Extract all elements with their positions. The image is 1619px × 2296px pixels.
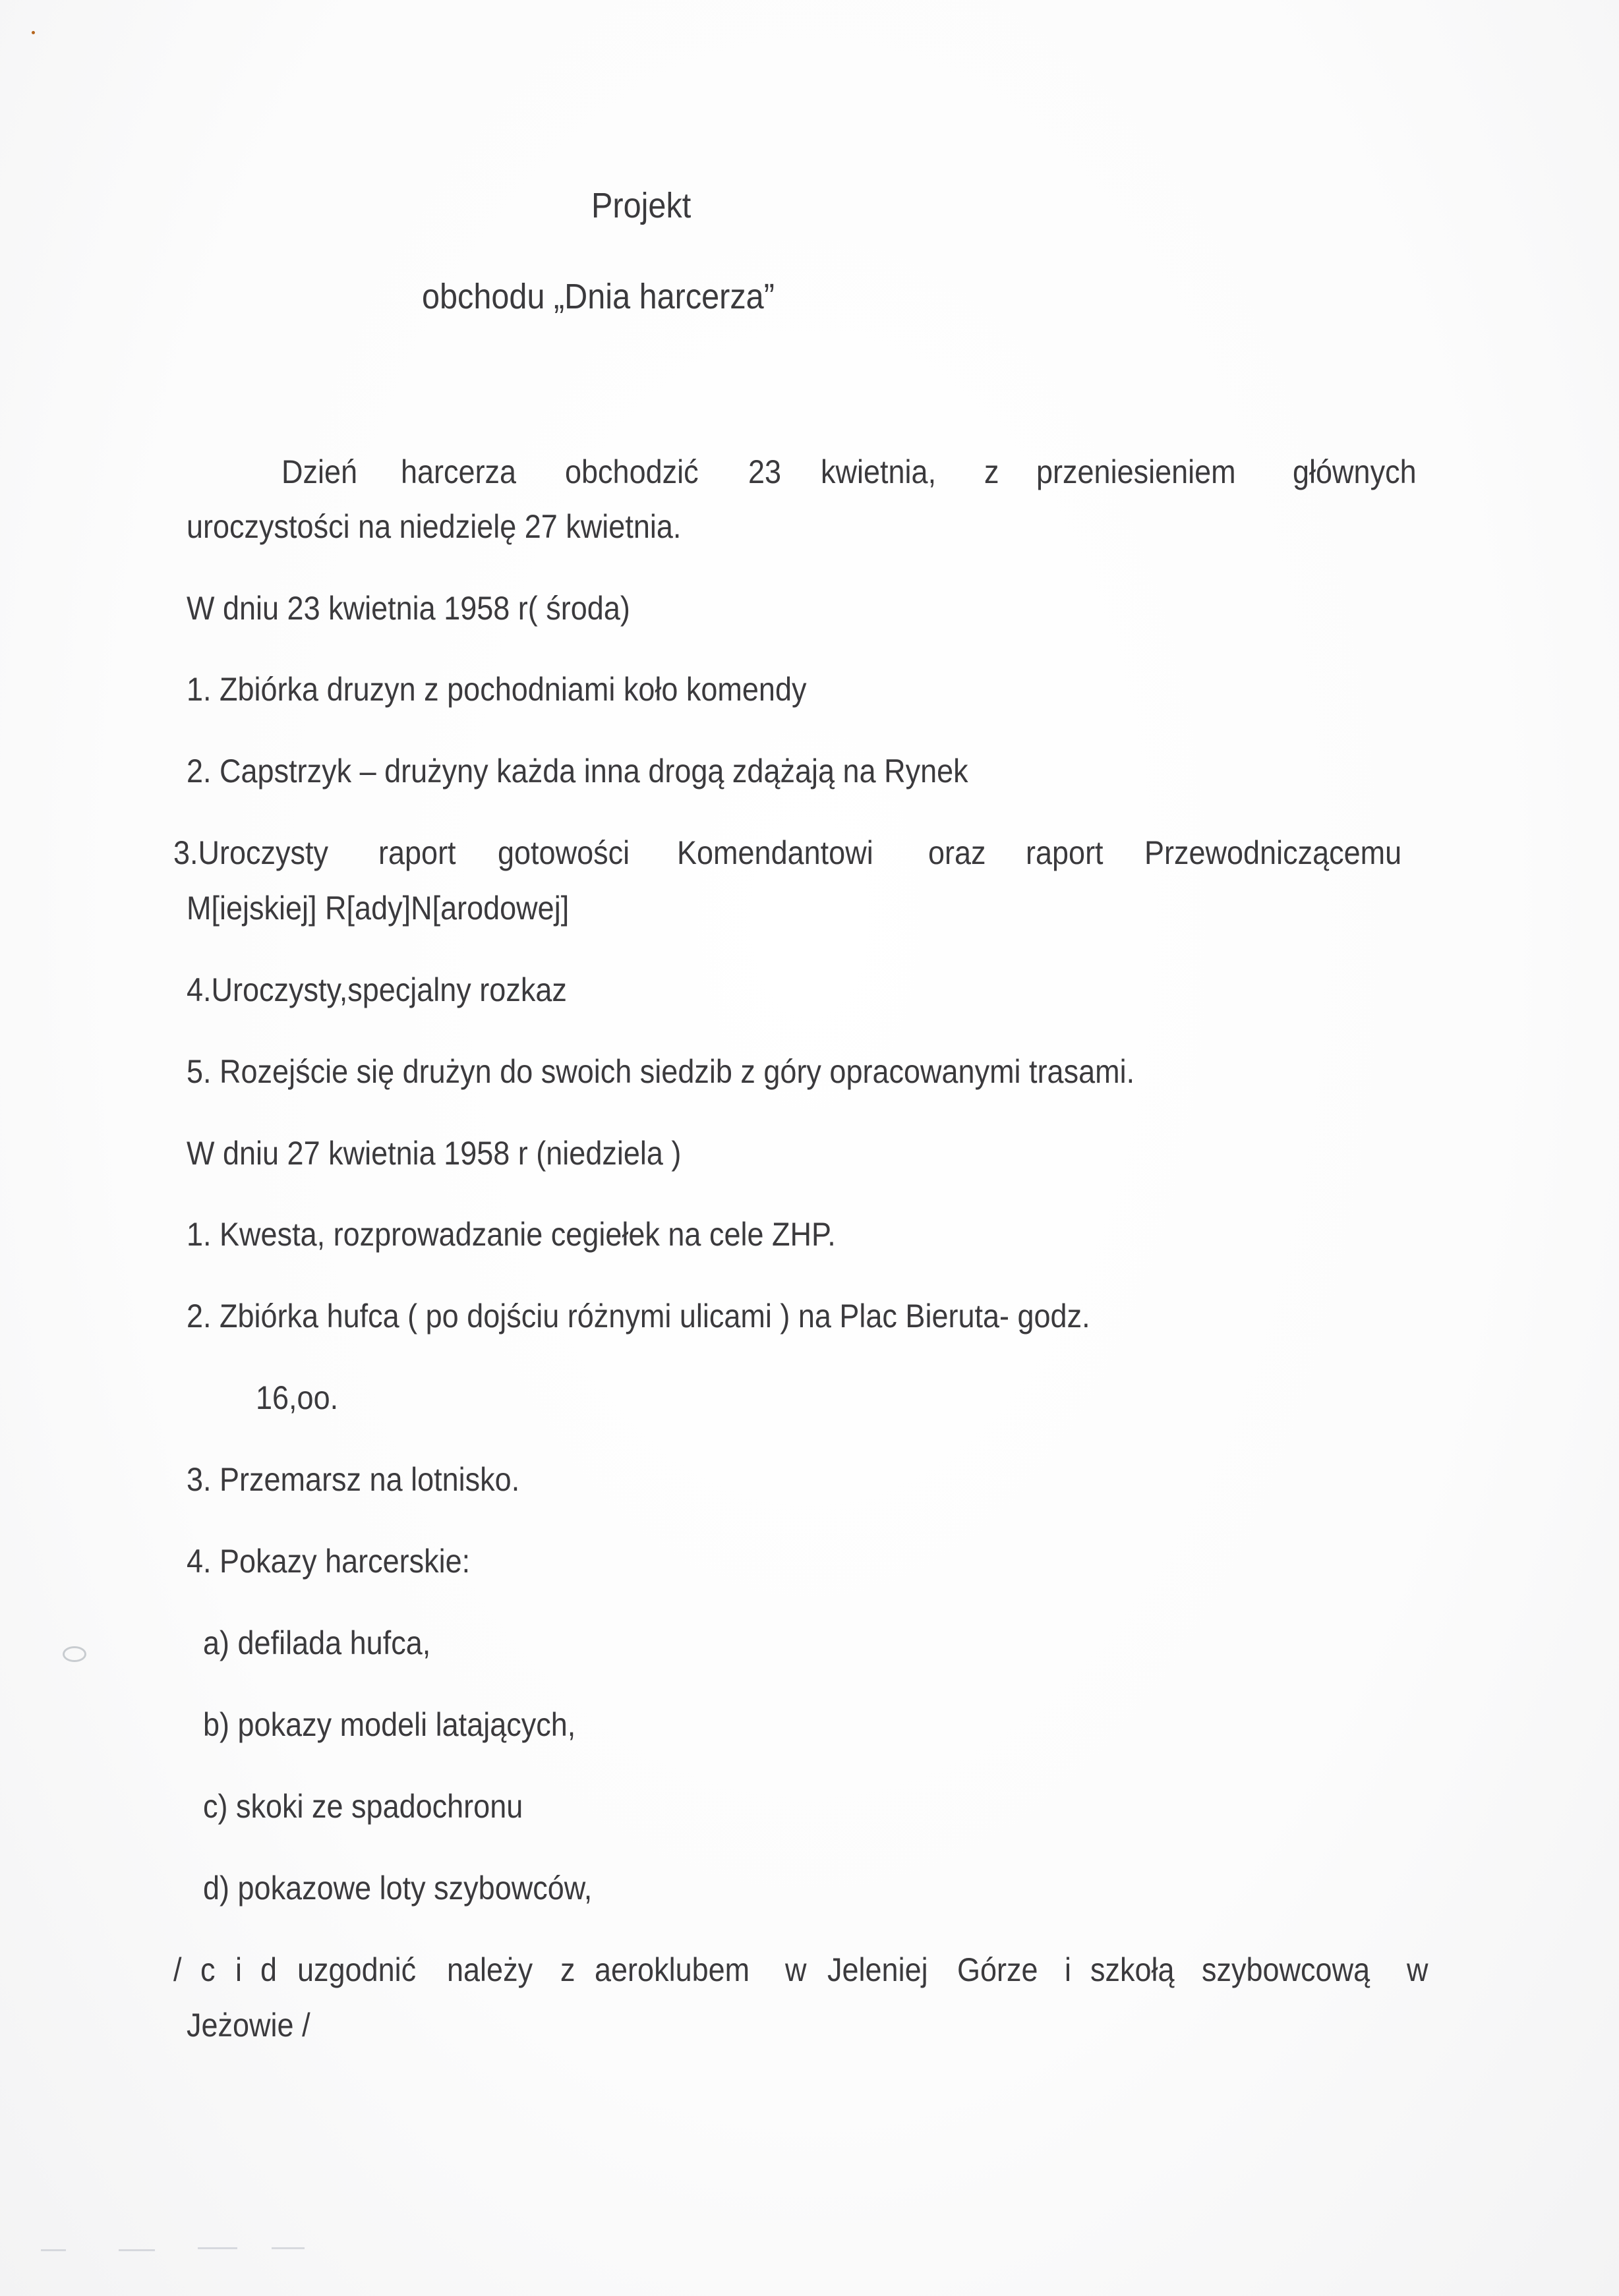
note-word: z [560,1951,575,1988]
scan-smudge [63,1646,86,1662]
note-word: i [235,1951,242,1988]
intro-word: obchodzić [564,453,699,490]
intro-word: głównych [1293,453,1417,490]
intro-word: 23 [748,453,782,490]
subitem-a: a) defilada hufca, [203,1624,431,1661]
scan-speck [32,31,35,34]
day1-item-3-line-1 [173,833,1430,873]
note-word: d [260,1951,278,1988]
note-word: c [200,1951,216,1988]
day1-heading: W dniu 23 kwietnia 1958 r( środa) [187,590,630,627]
scan-crease-mark [272,2247,305,2249]
note-word: Górze [957,1951,1038,1988]
intro-word: harcerza [401,453,517,490]
document-subtitle: obchodu „Dnia harcerza” [422,277,775,316]
day1-item-3-line-2: M[iejskiej] R[ady]N[arodowej] [187,890,570,927]
item3-word: 3.Uroczysty [173,834,329,871]
day2-item-4: 4. Pokazy harcerskie: [187,1543,471,1580]
day2-heading: W dniu 27 kwietnia 1958 r (niedziela ) [187,1135,682,1172]
subitem-d: d) pokazowe loty szybowców, [203,1870,593,1907]
item3-word: raport [1025,834,1104,871]
note-word: szybowcową [1201,1951,1370,1988]
note-word: szkołą [1090,1951,1175,1988]
day1-item-1: 1. Zbiórka druzyn z pochodniami koło komendy [187,671,807,708]
note-word: należy [447,1951,533,1988]
note-word: Jeleniej [827,1951,928,1988]
scan-crease-mark [119,2249,155,2251]
intro-word: Dzień [281,453,358,490]
item3-word: oraz [928,834,986,871]
day2-item-1: 1. Kwesta, rozprowadzanie cegiełek na cele ZHP. [187,1216,836,1253]
intro-word: kwietnia, [820,453,936,490]
day1-item-5: 5. Rozejście się drużyn do swoich siedzib z góry opracowanymi trasami. [187,1053,1135,1090]
note-word: i [1065,1951,1072,1988]
note-line-1 [173,1950,1430,1990]
note-word: w [785,1951,807,1988]
document-title: Projekt [591,186,692,225]
day1-item-4: 4.Uroczysty,specjalny rozkaz [187,971,567,1008]
scan-crease-mark [198,2247,237,2249]
day2-item-2: 2. Zbiórka hufca ( po dojściu różnymi ulicami ) na Plac Bieruta- godz. [187,1298,1090,1335]
note-word: / [173,1951,182,1988]
note-word: uzgodnić [297,1951,416,1988]
note-word: aeroklubem [595,1951,750,1988]
subitem-b: b) pokazy modeli latających, [203,1706,576,1743]
intro-line-1 [281,452,1430,492]
scan-crease-mark [41,2249,66,2251]
intro-word: z [984,453,999,490]
item3-word: raport [378,834,456,871]
note-line-2: Jeżowie / [187,2007,310,2044]
day2-item-2-time: 16,oo. [256,1379,339,1416]
intro-line-2: uroczystości na niedzielę 27 kwietnia. [187,508,682,545]
item3-word: Przewodniczącemu [1144,834,1402,871]
intro-word: przeniesieniem [1036,453,1236,490]
day1-item-2: 2. Capstrzyk – drużyny każda inna drogą zdążają na Rynek [187,753,968,789]
day2-item-3: 3. Przemarsz na lotnisko. [187,1461,520,1498]
note-word: w [1406,1951,1428,1988]
item3-word: gotowości [498,834,630,871]
subitem-c: c) skoki ze spadochronu [203,1788,523,1825]
item3-word: Komendantowi [677,834,874,871]
